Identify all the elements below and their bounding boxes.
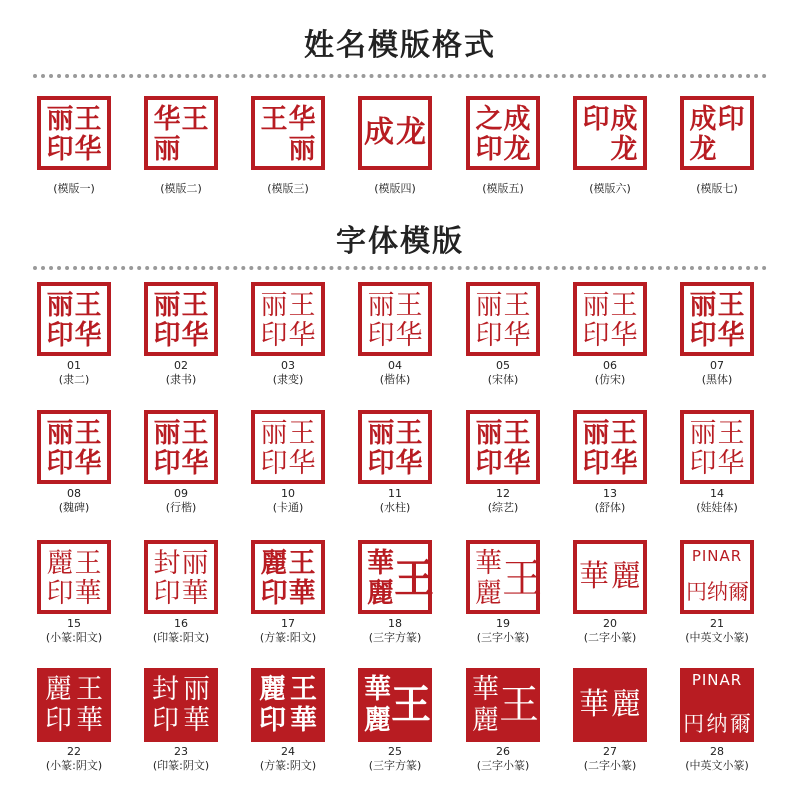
seal-character: 華: [472, 673, 499, 705]
template-caption: (方篆:阴文): [259, 759, 317, 772]
seal-character: 华: [610, 320, 638, 351]
seal-character: 丽: [153, 418, 181, 449]
template-number: 13: [603, 487, 617, 500]
seal-char-grid: [364, 673, 431, 736]
seal-stamp[interactable]: [466, 282, 540, 356]
seal-character: 印: [153, 320, 181, 351]
seal-character: 华: [74, 134, 102, 165]
seal-character: 华: [153, 104, 181, 135]
seal-char-grid: [689, 104, 745, 165]
seal-character: 印: [717, 104, 745, 135]
seal-stamp[interactable]: [37, 668, 111, 742]
seal-character: 王: [717, 290, 745, 321]
template-caption: (小篆:阴文): [45, 759, 103, 772]
template-number: 09: [174, 487, 188, 500]
seal-char-grid: [257, 674, 319, 736]
seal-char-grid: [260, 290, 316, 351]
seal-character: 王: [717, 418, 745, 449]
seal-character: 王: [610, 290, 638, 321]
seal-character: 印: [153, 578, 181, 609]
seal-character: 丽: [475, 418, 503, 449]
seal-character: 丽: [46, 418, 74, 449]
seal-character: 王: [181, 104, 209, 135]
seal-character: 華: [181, 578, 209, 609]
template-caption: (模版一): [53, 182, 95, 195]
seal-character: 丽: [181, 548, 209, 579]
seal-char-row: [577, 672, 643, 738]
template-caption: (黑体): [701, 373, 733, 386]
seal-char-grid: [43, 674, 105, 736]
seal-character: 丽: [183, 673, 210, 705]
seal-character: 王: [76, 673, 103, 705]
template-caption: (水柱): [379, 501, 411, 514]
template-number: 22: [67, 745, 81, 758]
seal-character: 华: [288, 104, 316, 135]
template-caption: (三字方篆): [368, 631, 422, 644]
seal-character: 封: [153, 548, 181, 579]
seal-character: 麗: [367, 578, 394, 609]
seal-character: 麗: [260, 548, 288, 579]
seal-character: 成: [503, 104, 531, 135]
seal-character: 華: [290, 704, 317, 736]
seal-stamp[interactable]: [251, 96, 325, 170]
seal-character: 华: [610, 448, 638, 479]
seal-character: 華: [288, 578, 316, 609]
template-caption: (三字小篆): [476, 759, 530, 772]
template-number: 07: [710, 359, 724, 372]
template-caption: (宋体): [487, 373, 519, 386]
seal-stamp[interactable]: [37, 96, 111, 170]
template-caption: (印篆:阴文): [152, 759, 210, 772]
template-number: 15: [67, 617, 81, 630]
seal-character: 印: [689, 320, 717, 351]
template-number: 10: [281, 487, 295, 500]
seal-character: 麗: [611, 559, 641, 594]
font-templates-title: 字体模版: [336, 224, 464, 259]
seal-character: 華: [364, 673, 391, 705]
seal-stamp[interactable]: [144, 282, 218, 356]
seal-stamp[interactable]: [466, 410, 540, 484]
seal-character: 王: [503, 290, 531, 321]
seal-stamp[interactable]: [358, 96, 432, 170]
seal-char-row: [581, 548, 639, 606]
template-caption: (隶变): [272, 373, 304, 386]
seal-character: 印: [582, 104, 610, 135]
template-number: 02: [174, 359, 188, 372]
seal-character: 印: [367, 320, 395, 351]
seal-character: 华: [717, 448, 745, 479]
template-caption: (模版三): [267, 182, 309, 195]
seal-character: 印: [46, 578, 74, 609]
seal-stamp[interactable]: [37, 282, 111, 356]
template-number: 08: [67, 487, 81, 500]
seal-stamp[interactable]: [466, 540, 540, 614]
seal-character: 王: [290, 673, 317, 705]
seal-character: 印: [260, 448, 288, 479]
template-number: 17: [281, 617, 295, 630]
template-caption: (卡通): [272, 501, 304, 514]
seal-character: 王: [499, 682, 539, 728]
name-templates-divider: [33, 74, 767, 78]
seal-char-grid: [475, 548, 542, 609]
seal-char-grid: [153, 104, 209, 165]
seal-character: 丽: [153, 290, 181, 321]
seal-character: 丽: [367, 418, 395, 449]
template-number: 27: [603, 745, 617, 758]
seal-char-grid: [475, 104, 531, 165]
font-templates-divider: [33, 266, 767, 270]
seal-character: 丽: [367, 290, 395, 321]
template-caption: (小篆:阳文): [45, 631, 103, 644]
template-number: 11: [388, 487, 402, 500]
seal-char-grid: [367, 418, 423, 479]
seal-character: 王: [260, 104, 288, 135]
seal-stamp[interactable]: [144, 410, 218, 484]
seal-stamp[interactable]: [251, 282, 325, 356]
seal-character: 華: [367, 548, 394, 579]
seal-char-grid: [367, 548, 434, 609]
seal-character: 印: [45, 704, 72, 736]
seal-character: 成: [364, 115, 394, 150]
seal-stamp[interactable]: [251, 410, 325, 484]
seal-character: 印: [689, 448, 717, 479]
seal-character: 龙: [610, 134, 638, 165]
seal-stamp[interactable]: [37, 410, 111, 484]
seal-character: 麗: [611, 687, 641, 722]
template-caption: (三字小篆): [476, 631, 530, 644]
template-caption: (二字小篆): [583, 631, 637, 644]
seal-stamp[interactable]: [466, 668, 540, 742]
seal-character: 王: [74, 418, 102, 449]
seal-character: 丽: [260, 418, 288, 449]
seal-stamp[interactable]: [358, 668, 432, 742]
template-number: 01: [67, 359, 81, 372]
seal-character: 王: [395, 418, 423, 449]
seal-character: 印: [260, 320, 288, 351]
template-caption: (模版七): [696, 182, 738, 195]
seal-character: 王: [181, 418, 209, 449]
seal-character: 封: [152, 673, 179, 705]
seal-char-grid: [475, 290, 531, 351]
seal-stamp[interactable]: [573, 96, 647, 170]
seal-latin-text: PINAR: [691, 547, 743, 565]
seal-char-grid: [46, 548, 102, 609]
template-number: 05: [496, 359, 510, 372]
seal-character: 成: [689, 104, 717, 135]
seal-character: 印: [152, 704, 179, 736]
template-number: 19: [496, 617, 510, 630]
seal-character: 印: [582, 448, 610, 479]
seal-character: 纳: [707, 580, 728, 604]
seal-character: 王: [288, 418, 316, 449]
seal-character: 印: [259, 704, 286, 736]
seal-character: 印: [475, 448, 503, 479]
seal-character: 华: [503, 320, 531, 351]
seal-character: 华: [74, 320, 102, 351]
seal-character: 龙: [396, 115, 426, 150]
seal-character: 华: [288, 320, 316, 351]
seal-character: 印: [46, 448, 74, 479]
seal-char-grid: [689, 418, 745, 479]
seal-character: 王: [74, 548, 102, 579]
seal-character: 円: [686, 580, 707, 604]
seal-character: 華: [579, 687, 609, 722]
seal-char-grid: [475, 418, 531, 479]
seal-character: 華: [76, 704, 103, 736]
seal-character: 麗: [45, 673, 72, 705]
template-number: 23: [174, 745, 188, 758]
seal-character: 印: [475, 320, 503, 351]
seal-stamp[interactable]: [680, 540, 754, 614]
template-caption: (模版五): [482, 182, 524, 195]
seal-stamp[interactable]: [251, 668, 325, 742]
seal-character: 华: [181, 448, 209, 479]
seal-stamp[interactable]: [251, 540, 325, 614]
seal-stamp[interactable]: [358, 282, 432, 356]
seal-stamp[interactable]: [573, 540, 647, 614]
seal-character: 华: [288, 448, 316, 479]
seal-character: 印: [46, 134, 74, 165]
seal-character: 成: [610, 104, 638, 135]
seal-character: 王: [610, 418, 638, 449]
seal-character: 爾: [729, 712, 751, 736]
seal-character: 纳: [706, 712, 728, 736]
template-caption: (模版四): [374, 182, 416, 195]
seal-character: 印: [582, 320, 610, 351]
seal-character: 麗: [475, 578, 502, 609]
seal-character: 丽: [689, 290, 717, 321]
seal-character: 华: [74, 448, 102, 479]
seal-char-grid: [367, 290, 423, 351]
template-number: 24: [281, 745, 295, 758]
template-number: 26: [496, 745, 510, 758]
seal-character: 王: [503, 418, 531, 449]
seal-stamp[interactable]: [144, 96, 218, 170]
seal-char-grid: [150, 674, 212, 736]
seal-character: 王: [395, 290, 423, 321]
seal-stamp[interactable]: [573, 410, 647, 484]
seal-character: 华: [181, 320, 209, 351]
seal-stamp[interactable]: [680, 282, 754, 356]
seal-character: 丽: [153, 134, 181, 165]
seal-character: 印: [260, 578, 288, 609]
seal-stamp[interactable]: [573, 668, 647, 742]
seal-stamp[interactable]: [358, 540, 432, 614]
template-caption: (魏碑): [58, 501, 90, 514]
seal-char-grid: [260, 104, 316, 165]
seal-character: 丽: [689, 418, 717, 449]
seal-character: 華: [183, 704, 210, 736]
seal-character: 丽: [582, 418, 610, 449]
seal-character: 龙: [503, 134, 531, 165]
template-caption: (楷体): [379, 373, 411, 386]
template-caption: (方篆:阳文): [259, 631, 317, 644]
seal-character: 丽: [475, 290, 503, 321]
template-caption: (隶书): [165, 373, 197, 386]
seal-character: 之: [475, 104, 503, 135]
template-caption: (中英文小篆): [685, 631, 749, 644]
seal-stamp[interactable]: [573, 282, 647, 356]
template-caption: (二字小篆): [583, 759, 637, 772]
template-number: 21: [710, 617, 724, 630]
seal-character: 丽: [260, 290, 288, 321]
template-caption: (仿宋): [594, 373, 626, 386]
seal-character: 王: [74, 104, 102, 135]
template-caption: (模版六): [589, 182, 631, 195]
seal-character: 爾: [728, 580, 749, 604]
seal-char-grid: [582, 104, 638, 165]
seal-char-grid: [472, 673, 539, 736]
seal-char-grid: [582, 290, 638, 351]
seal-character: 丽: [46, 290, 74, 321]
template-caption: (综艺): [487, 501, 519, 514]
seal-char-grid: [46, 418, 102, 479]
template-number: 03: [281, 359, 295, 372]
seal-char-grid: [153, 290, 209, 351]
seal-stamp[interactable]: [144, 540, 218, 614]
template-caption: (三字方篆): [368, 759, 422, 772]
template-number: 04: [388, 359, 402, 372]
seal-character: 王: [288, 290, 316, 321]
seal-stamp[interactable]: [144, 668, 218, 742]
template-caption: (舒体): [594, 501, 626, 514]
seal-char-grid: [46, 290, 102, 351]
seal-stamp[interactable]: [680, 410, 754, 484]
seal-stamp[interactable]: [680, 96, 754, 170]
seal-char-row: [686, 580, 748, 604]
seal-latin-text: PINAR: [691, 671, 743, 689]
seal-character: 印: [475, 134, 503, 165]
seal-stamp[interactable]: [680, 668, 754, 742]
template-caption: (娃娃体): [696, 501, 738, 514]
name-templates-title: 姓名模版格式: [304, 28, 496, 63]
seal-character: 丽: [288, 134, 316, 165]
seal-character: 麗: [259, 673, 286, 705]
template-caption: (中英文小篆): [685, 759, 749, 772]
seal-character: 华: [395, 320, 423, 351]
seal-character: 印: [153, 448, 181, 479]
template-number: 20: [603, 617, 617, 630]
seal-character: 丽: [46, 104, 74, 135]
seal-character: 华: [503, 448, 531, 479]
seal-character: 華: [475, 548, 502, 579]
seal-char-row: [682, 712, 752, 736]
seal-char-grid: [260, 548, 316, 609]
seal-char-grid: [153, 418, 209, 479]
seal-character: 麗: [364, 704, 391, 736]
seal-char-grid: [260, 418, 316, 479]
template-number: 14: [710, 487, 724, 500]
seal-character: 王: [181, 290, 209, 321]
seal-character: 印: [367, 448, 395, 479]
template-number: 16: [174, 617, 188, 630]
template-caption: (印篆:阳文): [152, 631, 210, 644]
seal-character: 王: [394, 556, 434, 602]
seal-character: 王: [391, 682, 431, 728]
seal-character: 麗: [472, 704, 499, 736]
seal-character: 龙: [689, 134, 717, 165]
template-number: 18: [388, 617, 402, 630]
seal-character: 麗: [46, 548, 74, 579]
seal-character: 华: [717, 320, 745, 351]
template-number: 25: [388, 745, 402, 758]
template-number: 12: [496, 487, 510, 500]
seal-stamp[interactable]: [358, 410, 432, 484]
template-number: 28: [710, 745, 724, 758]
template-caption: (行楷): [165, 501, 197, 514]
seal-character: 印: [46, 320, 74, 351]
seal-character: 華: [579, 559, 609, 594]
seal-character: 华: [395, 448, 423, 479]
template-number: 06: [603, 359, 617, 372]
seal-stamp[interactable]: [466, 96, 540, 170]
seal-character: 丽: [582, 290, 610, 321]
seal-stamp[interactable]: [37, 540, 111, 614]
seal-character: 円: [683, 712, 705, 736]
seal-char-grid: [46, 104, 102, 165]
seal-char-grid: [153, 548, 209, 609]
seal-char-grid: [582, 418, 638, 479]
seal-char-row: [366, 104, 424, 162]
seal-char-grid: [689, 290, 745, 351]
seal-character: 王: [288, 548, 316, 579]
seal-character: 華: [74, 578, 102, 609]
template-caption: (模版二): [160, 182, 202, 195]
template-caption: (隶二): [58, 373, 90, 386]
seal-character: 王: [74, 290, 102, 321]
seal-character: 王: [502, 556, 542, 602]
